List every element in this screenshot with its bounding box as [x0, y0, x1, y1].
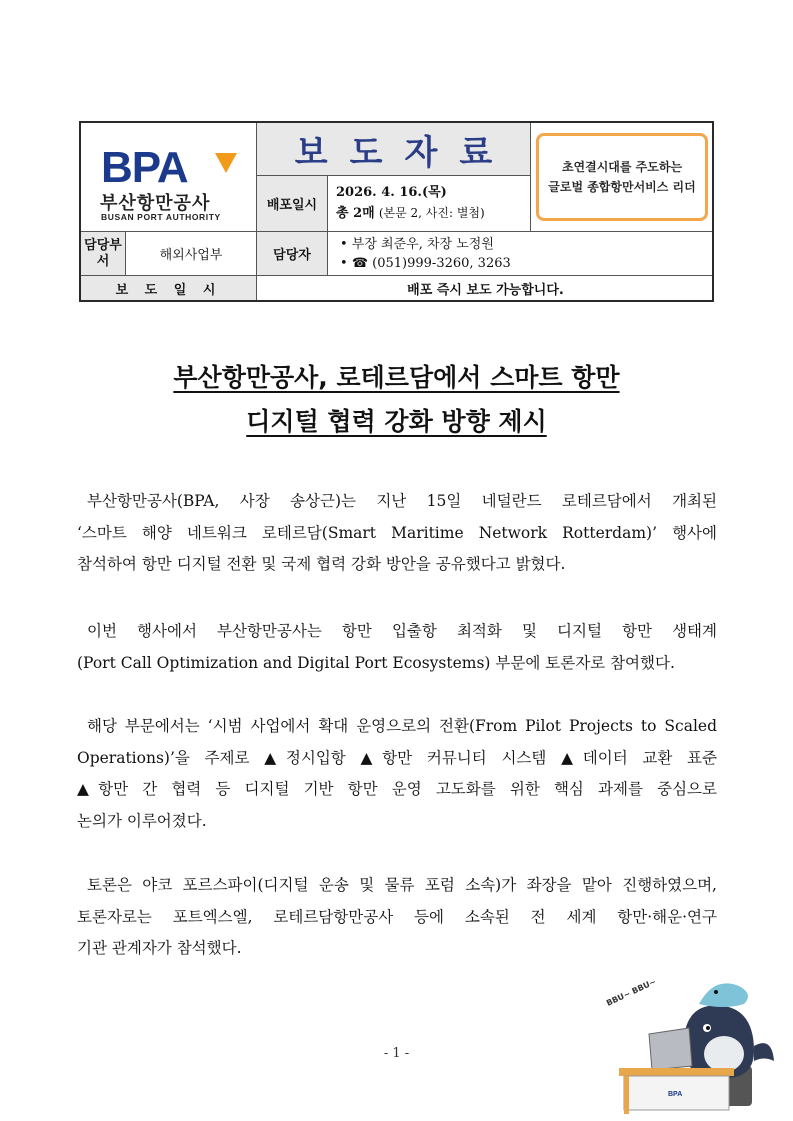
- body-paragraph-1: [77, 486, 717, 581]
- paragraph-line: 논의가 이루어졌다.: [77, 811, 207, 830]
- release-time-value: 배포 즉시 보도 가능합니다.: [407, 282, 564, 298]
- desk-top-shape: [619, 1068, 734, 1076]
- body-paragraph-3: [77, 711, 717, 837]
- paragraph-line: (Port Call Optimization and Digital Port Ecosystems) 부문에 토론자로 참여했다.: [77, 653, 675, 672]
- page-number: - 1 -: [383, 1046, 410, 1061]
- slogan-box: [536, 133, 708, 221]
- whale-pupil-shape: [706, 1026, 710, 1030]
- paragraph-line: 이번 행사에서 부산항만공사는 항만 입출항 최적화 및 디지털 항만 생태계: [87, 622, 717, 640]
- bpa-logo: [81, 123, 256, 231]
- slogan-cell: [531, 123, 714, 231]
- paragraph-line: Operations)’을 주제로 ▲정시입항 ▲항만 커뮤니티 시스템 ▲데이터 교환 표준: [77, 748, 717, 767]
- paragraph-line: 토론은 야코 포르스파이(디지털 운송 및 물류 포럼 소속)가 좌장을 맡아 진행하였으며,: [87, 876, 717, 894]
- body-paragraph-4: [77, 870, 717, 965]
- manager-value: [328, 232, 714, 275]
- bullet: •: [340, 255, 352, 271]
- whale-belly-shape: [704, 1036, 744, 1072]
- department-label: 담당부서: [81, 232, 125, 275]
- mascot-illustration: [604, 966, 784, 1116]
- desk-leg-shape: [624, 1076, 629, 1114]
- logo-wordmark: BPA: [101, 143, 188, 192]
- paragraph-line: 부산항만공사(BPA, 사장 송상근)는 지난 15일 네덜란드 로테르담에서 개최된: [87, 492, 717, 510]
- manager-names: • 부장 최준우, 차장 노정원: [340, 236, 494, 252]
- mascot-speech: BBU~ BBU~: [605, 977, 658, 1008]
- distribution-date: 2026. 4. 16.(목): [336, 185, 447, 200]
- manager-label: 담당자: [257, 232, 327, 275]
- paragraph-line: 해당 부문에서는 ‘시범 사업에서 확대 운영으로의 전환(From Pilot Projects to Scaled: [87, 717, 717, 735]
- whale-tail-shape: [754, 1043, 774, 1061]
- press-release-header-table: [79, 121, 714, 302]
- page-count: 총 2매: [336, 206, 375, 221]
- slogan-line-1: 초연결시대를 주도하는: [561, 160, 683, 174]
- document-type-text: 보도자료: [294, 132, 515, 173]
- department-value: 해외사업부: [159, 248, 223, 263]
- paragraph-line: ▲항만 간 협력 등 디지털 기반 항만 운영 고도화를 위한 핵심 과제를 중심으로: [77, 780, 717, 798]
- phone-icon: ☎: [351, 255, 369, 271]
- org-name-korean: 부산항만공사: [100, 193, 211, 214]
- dolphin-shape: [699, 983, 748, 1007]
- paragraph-line: 기관 관계자가 참석했다.: [77, 939, 242, 957]
- laptop-screen-shape: [649, 1028, 692, 1070]
- body-paragraph-2: [77, 616, 717, 679]
- desk-logo: BPA: [668, 1091, 683, 1098]
- paragraph-line: 토론자로는 포트엑스엘, 로테르담항만공사 등에 소속된 전 세계 항만·해운·연구: [77, 907, 717, 926]
- document-type-title: [257, 123, 530, 175]
- headline: [0, 356, 793, 444]
- manager-phone: (051)999-3260, 3263: [372, 255, 511, 271]
- dolphin-eye-shape: [714, 990, 718, 994]
- slogan-line-2: 글로벌 종합항만서비스 리더: [548, 180, 696, 194]
- distribution-date-value: [328, 176, 530, 231]
- headline-line-2: 디지털 협력 강화 방향 제시: [246, 407, 547, 436]
- paragraph-line: 참석하여 항만 디지털 전환 및 국제 협력 강화 방안을 공유했다고 밝혔다.: [77, 555, 566, 573]
- page-count-note: (본문 2, 사진: 별첨): [378, 206, 485, 220]
- headline-line-1: 부산항만공사, 로테르담에서 스마트 항만: [173, 363, 620, 392]
- release-time-label: 보 도 일 시: [81, 276, 256, 300]
- logo-triangle-icon: [215, 153, 237, 173]
- org-name-english: BUSAN PORT AUTHORITY: [101, 212, 221, 222]
- paragraph-line: ‘스마트 해양 네트워크 로테르담(Smart Maritime Network Rotterdam)’ 행사에: [77, 523, 717, 542]
- distribution-date-label: 배포일시: [257, 176, 327, 231]
